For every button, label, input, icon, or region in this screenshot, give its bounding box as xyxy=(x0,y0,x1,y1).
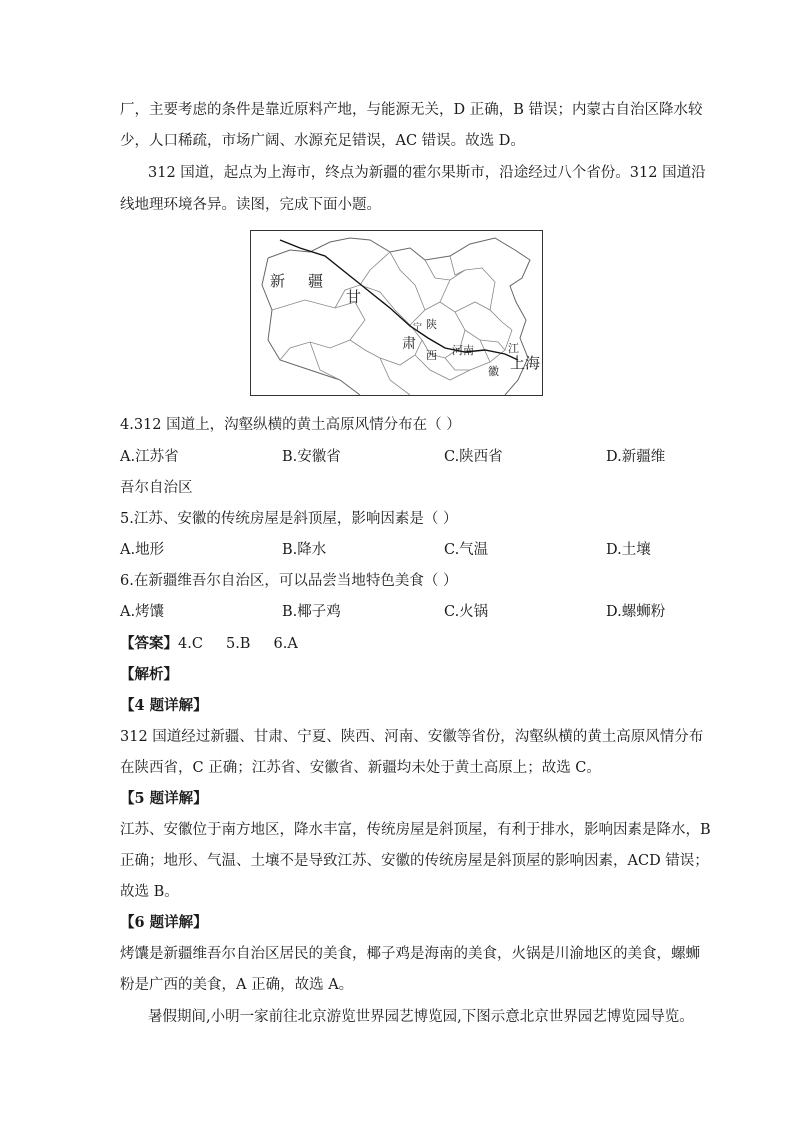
question-6-stem: 6.在新疆维吾尔自治区，可以品尝当地特色美食（ ） xyxy=(120,573,458,589)
question-4-option-b: B.安徽省 xyxy=(282,449,341,465)
detail-4-heading: 【4 题详解】 xyxy=(120,697,208,714)
answer-values: 4.C 5.B 6.A xyxy=(178,636,298,652)
question-5-stem: 5.江苏、安徽的传统房屋是斜顶屋，影响因素是（ ） xyxy=(120,511,458,527)
map-label-ningxia: 宁 xyxy=(413,323,423,333)
paragraph-line: 少，人口稀疏，市场广阔、水源充足错误，AC 错误。故选 D。 xyxy=(120,133,525,149)
next-question-intro: 暑假期间,小明一家前往北京游览世界园艺博览园,下图示意北京世界园艺博览园导览。 xyxy=(148,1009,694,1025)
detail-5-heading: 【5 题详解】 xyxy=(120,790,208,807)
map-label-anhui: 徽 xyxy=(488,365,499,378)
map-label-xinjiang: 新 xyxy=(270,272,286,290)
question-5-option-d: D.土壤 xyxy=(606,542,651,558)
map-label-gansu: 肃 xyxy=(402,336,416,352)
question-6-option-c: C.火锅 xyxy=(444,604,489,620)
question-4-stem: 4.312 国道上，沟壑纵横的黄土高原风情分布在（ ） xyxy=(120,417,461,433)
detail-6-heading: 【6 题详解】 xyxy=(120,914,208,931)
analysis-heading: 【解析】 xyxy=(120,666,178,683)
question-4-option-d-wrap: 吾尔自治区 xyxy=(120,480,193,496)
intro-line: 312 国道，起点为上海市，终点为新疆的霍尔果斯市，沿途经过八个省份。312 国道沿 xyxy=(148,165,706,181)
detail-6-text: 粉是广西的美食，A 正确，故选 A。 xyxy=(120,977,354,993)
route-312-map xyxy=(250,230,543,396)
map-label-xinjiang: 疆 xyxy=(308,272,324,290)
paragraph-line: 厂，主要考虑的条件是靠近原料产地，与能源无关，D 正确，B 错误；内蒙古自治区降水较 xyxy=(120,102,703,118)
map-label-shanghai: 上海 xyxy=(509,354,541,372)
question-5-option-c: C.气温 xyxy=(444,542,489,558)
detail-5-text: 正确；地形、气温、土壤不是导致江苏、安徽的传统房屋是斜顶屋的影响因素，ACD 错误； xyxy=(120,853,709,869)
intro-line: 线地理环境各异。读图，完成下面小题。 xyxy=(120,197,381,213)
detail-5-text: 江苏、安徽位于南方地区，降水丰富，传统房屋是斜顶屋，有利于排水，影响因素是降水，B xyxy=(120,822,711,838)
question-4-option-a: A.江苏省 xyxy=(120,449,179,465)
question-6-option-b: B.椰子鸡 xyxy=(282,604,341,620)
question-4-option-c: C.陕西省 xyxy=(444,449,503,465)
detail-5-text: 故选 B。 xyxy=(120,884,179,900)
detail-4-text: 312 国道经过新疆、甘肃、宁夏、陕西、河南、安徽等省份，沟壑纵横的黄土高原风情分布 xyxy=(120,729,704,745)
question-5-option-b: B.降水 xyxy=(282,542,327,558)
map-label-gansu: 甘 xyxy=(346,288,362,306)
answer-label: 【答案】 xyxy=(120,635,178,652)
question-6-option-d: D.螺蛳粉 xyxy=(606,604,666,620)
answer-line xyxy=(120,634,298,654)
map-label-henan: 河南 xyxy=(452,344,474,357)
map-label-jiangsu: 江 xyxy=(508,342,519,355)
question-6-option-a: A.烤馕 xyxy=(120,604,165,620)
question-5-option-a: A.地形 xyxy=(120,542,165,558)
detail-6-text: 烤馕是新疆维吾尔自治区居民的美食，椰子鸡是海南的美食，火锅是川渝地区的美食，螺蛳 xyxy=(120,946,700,962)
map-label-shaanxi: 西 xyxy=(426,349,437,362)
question-4-option-d: D.新疆维 xyxy=(606,449,666,465)
detail-4-text: 在陕西省，C 正确；江苏省、安徽省、新疆均未处于黄土高原上；故选 C。 xyxy=(120,760,601,776)
map-label-shaanxi: 陕 xyxy=(426,318,437,331)
